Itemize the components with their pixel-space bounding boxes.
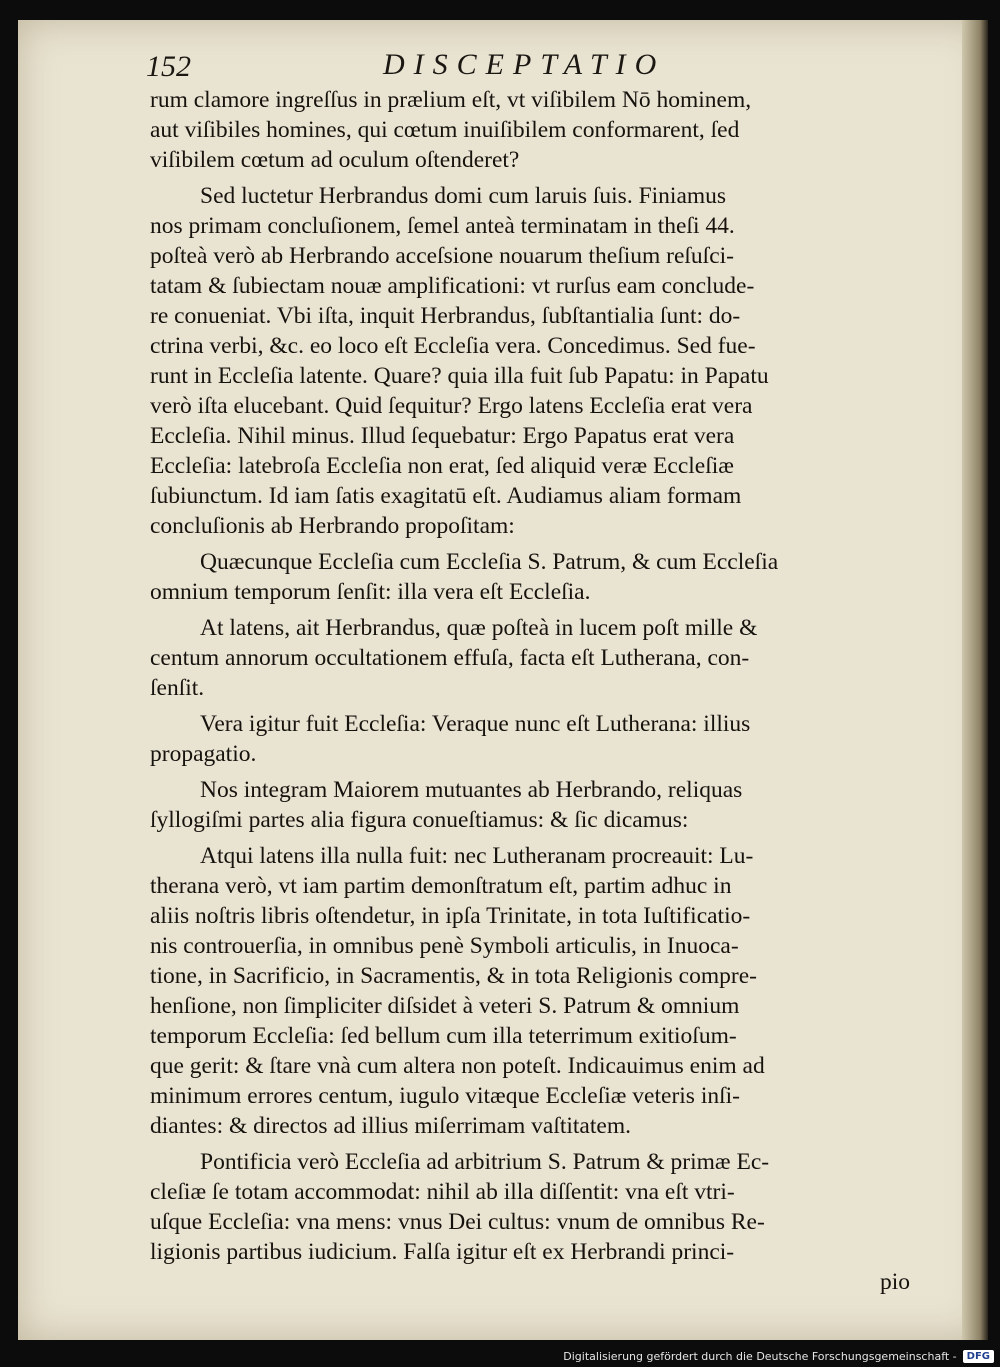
body-text xyxy=(150,85,910,1297)
text-line: cleſiæ ſe totam accommodat: nihil ab illa diſſentit: vna eſt vtri- xyxy=(150,1179,735,1205)
text-line: Vera igitur fuit Eccleſia: Veraque nunc eſt Lutherana: illius xyxy=(200,711,751,737)
page-number: 152 xyxy=(146,50,191,83)
text-line: viſibilem cœtum ad oculum oſtenderet? xyxy=(150,147,520,173)
dfg-logo: DFG xyxy=(963,1350,994,1363)
text-line: nos primam concluſionem, ſemel anteà terminatam in theſi 44. xyxy=(150,213,735,239)
text-line: verò iſta elucebant. Quid ſequitur? Ergo latens Eccleſia erat vera xyxy=(150,393,753,419)
text-line: henſione, non ſimpliciter diſsidet à veteri S. Patrum & omnium xyxy=(150,993,740,1019)
text-line: Sed luctetur Herbrandus domi cum laruis ſuis. Finiamus xyxy=(200,183,727,209)
text-line: ſenſit. xyxy=(150,675,205,701)
footer-credit: Digitalisierung gefördert durch die Deutsche Forschungsgemeinschaft - xyxy=(563,1350,957,1363)
text-line: At latens, ait Herbrandus, quæ poſteà in lucem poſt mille & xyxy=(200,615,758,641)
text-line: aliis noſtris libris oſtendetur, in ipſa Trinitate, in tota Iuſtificatio- xyxy=(150,903,751,929)
text-line: omnium temporum ſenſit: illa vera eſt Eccleſia. xyxy=(150,579,591,605)
text-line: therana verò, vt iam partim demonſtratum eſt, partim adhuc in xyxy=(150,873,732,899)
text-line: ſyllogiſmi partes alia figura conueſtiamus: & ſic dicamus: xyxy=(150,807,689,833)
text-line: Quæcunque Eccleſia cum Eccleſia S. Patrum, & cum Eccleſia xyxy=(200,549,779,575)
text-line: runt in Eccleſia latente. Quare? quia illa fuit ſub Papatu: in Papatu xyxy=(150,363,769,389)
text-line: que gerit: & ſtare vnà cum altera non poteſt. Indicauimus enim ad xyxy=(150,1053,765,1079)
text-line: temporum Eccleſia: ſed bellum cum illa teterrimum exitioſum- xyxy=(150,1023,737,1049)
running-head: DISCEPTATIO xyxy=(383,48,666,81)
text-line: ctrina verbi, &c. eo loco eſt Eccleſia vera. Concedimus. Sed fue- xyxy=(150,333,756,359)
text-line: Eccleſia. Nihil minus. Illud ſequebatur: Ergo Papatus erat vera xyxy=(150,423,735,449)
text-line: Pontificia verò Eccleſia ad arbitrium S. Patrum & primæ Ec- xyxy=(200,1149,770,1175)
text-line: aut viſibiles homines, qui cœtum inuiſibilem conformarent, ſed xyxy=(150,117,740,143)
footer xyxy=(563,1350,994,1363)
text-line: rum clamore ingreſſus in prælium eſt, vt viſibilem Nō hominem, xyxy=(150,87,752,113)
text-line: Atqui latens illa nulla fuit: nec Lutheranam procreauit: Lu- xyxy=(200,843,754,869)
text-line: poſteà verò ab Herbrando acceſsione nouarum theſium reſuſci- xyxy=(150,243,735,269)
text-line: diantes: & directos ad illius miſerrimam vaſtitatem. xyxy=(150,1113,631,1139)
text-line: propagatio. xyxy=(150,741,257,767)
text-line: Eccleſia: latebroſa Eccleſia non erat, ſed aliquid veræ Eccleſiæ xyxy=(150,453,734,479)
catchword: pio xyxy=(879,1269,910,1295)
text-line: nis controuerſia, in omnibus penè Symboli articulis, in Inuoca- xyxy=(150,933,739,959)
text-line: minimum errores centum, iugulo vitæque Eccleſiæ veteris inſi- xyxy=(150,1083,740,1109)
text-line: ligionis partibus iudicium. Falſa igitur eſt ex Herbrandi princi- xyxy=(150,1239,735,1265)
text-line: tatam & ſubiectam nouæ amplificationi: vt rurſus eam conclude- xyxy=(150,273,755,299)
page-edge xyxy=(962,20,988,1340)
text-line: Nos integram Maiorem mutuantes ab Herbrando, reliquas xyxy=(200,777,743,803)
text-line: centum annorum occultationem effuſa, facta eſt Lutherana, con- xyxy=(150,645,750,671)
text-line: re conueniat. Vbi iſta, inquit Herbrandus, ſubſtantialia ſunt: do- xyxy=(150,303,741,329)
text-line: concluſionis ab Herbrando propoſitam: xyxy=(150,513,515,539)
text-line: uſque Eccleſia: vna mens: vnus Dei cultus: vnum de omnibus Re- xyxy=(150,1209,765,1235)
text-line: ſubiunctum. Id iam ſatis exagitatū eſt. Audiamus aliam formam xyxy=(150,483,742,509)
text-line: tione, in Sacrificio, in Sacramentis, & in tota Religionis compre- xyxy=(150,963,757,989)
